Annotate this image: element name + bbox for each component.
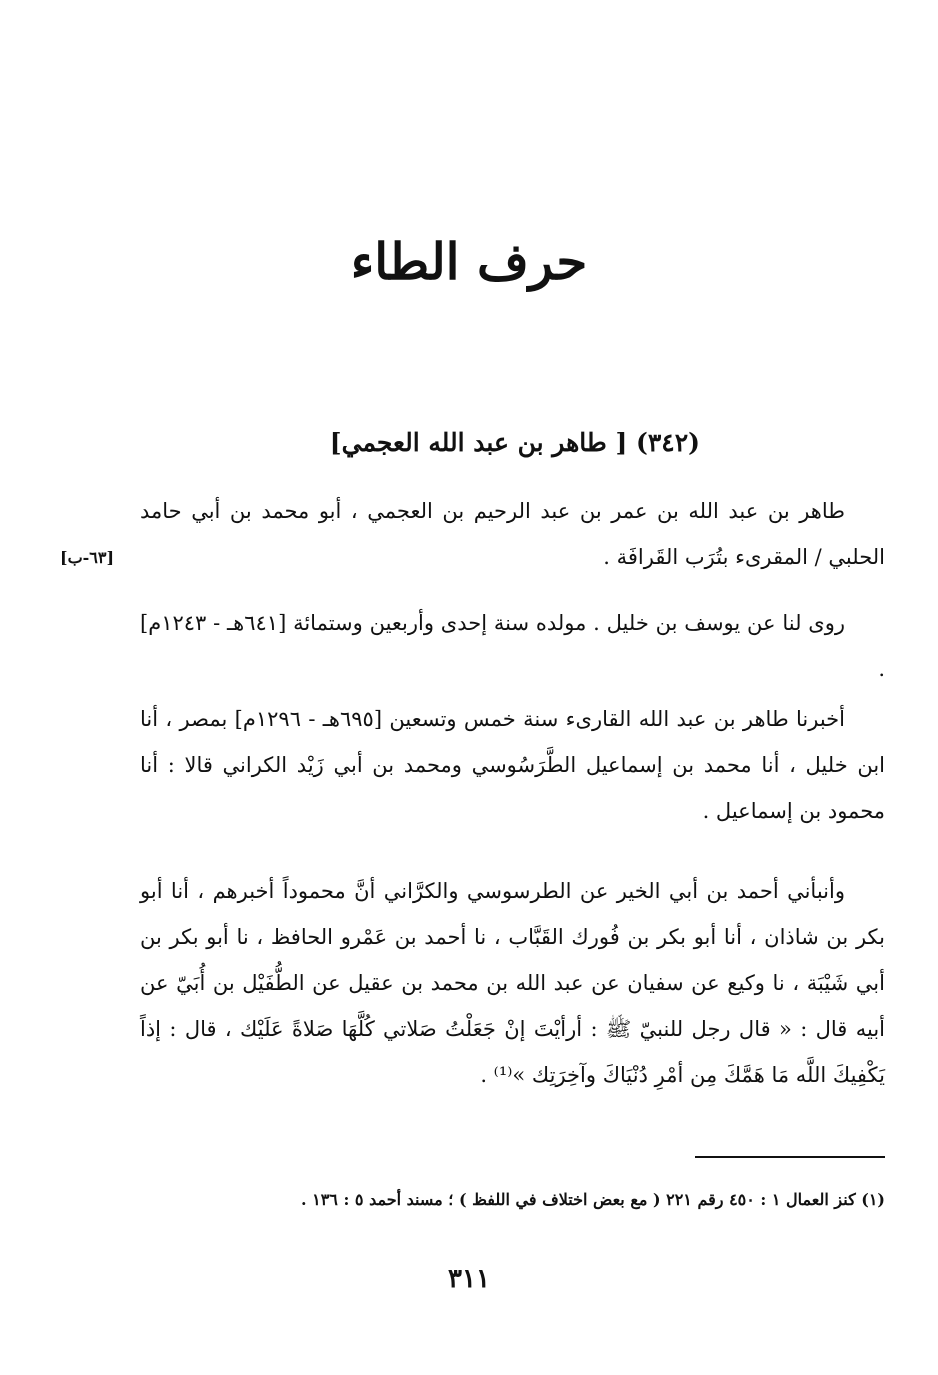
paragraph-2 bbox=[140, 600, 885, 692]
footnote: (١) كنز العمال ١ : ٤٥٠ رقم ٢٢١ ( مع بعض اختلاف في اللفظ ) ؛ مسند أحمد ٥ : ١٣٦ . bbox=[300, 1190, 885, 1209]
paragraph-text: وأنبأني أحمد بن أبي الخير عن الطرسوسي والكرَّاني أنَّ محموداً أخبرهم ، أنا أبو بكر بن شاذان ، أنا أبو بكر بن فُورك القَبَّاب ، نا أحمد بن عَمْرو الحافظ ، نا أبو بكر بن أبي شَيْبَة ، نا وكيع عن سفيان عن عبد الله بن محمد بن عقيل عن الطُّفَيْل بن أُبَيّ عن أبيه قال : « قال رجل للنبيّ ﷺ : أرأيْتَ إنْ جَعَلْتُ صَلاتي كُلَّهَا صَلاةً عَلَيْك ، قال : إذاً يَكْفِيكَ اللَّه مَا هَمَّكَ مِن أمْرِ دُنْيَاكَ وآخِرَتِك »⁽¹⁾ . bbox=[140, 879, 885, 1087]
margin-folio-note: [٦٣-ب] bbox=[60, 548, 115, 567]
page-number: ٣١١ bbox=[448, 1264, 490, 1294]
paragraph-4 bbox=[140, 868, 885, 1098]
paragraph-text: طاهر بن عبد الله بن عمر بن عبد الرحيم بن العجمي ، أبو محمد بن أبي حامد الحلبي / المقرىء بتُرَب القَرافَة . bbox=[140, 499, 885, 569]
paragraph-text: روى لنا عن يوسف بن خليل . مولده سنة إحدى وأربعين وستمائة [٦٤١هـ - ١٢٤٣م] . bbox=[140, 611, 885, 681]
footnote-divider bbox=[695, 1156, 885, 1158]
entry-heading: (٣٤٢) [ طاهر بن عبد الله العجمي] bbox=[329, 428, 700, 457]
chapter-title: حرف الطاء bbox=[350, 232, 588, 291]
paragraph-3 bbox=[140, 696, 885, 834]
paragraph-1 bbox=[140, 488, 885, 580]
paragraph-text: أخبرنا طاهر بن عبد الله القارىء سنة خمس وتسعين [٦٩٥هـ - ١٢٩٦م] بمصر ، أنا ابن خليل ، أنا محمد بن إسماعيل الطَّرَسُوسي ومحمد بن أبي زَيْد الكراني قالا : أنا محمود بن إسماعيل . bbox=[140, 707, 885, 823]
